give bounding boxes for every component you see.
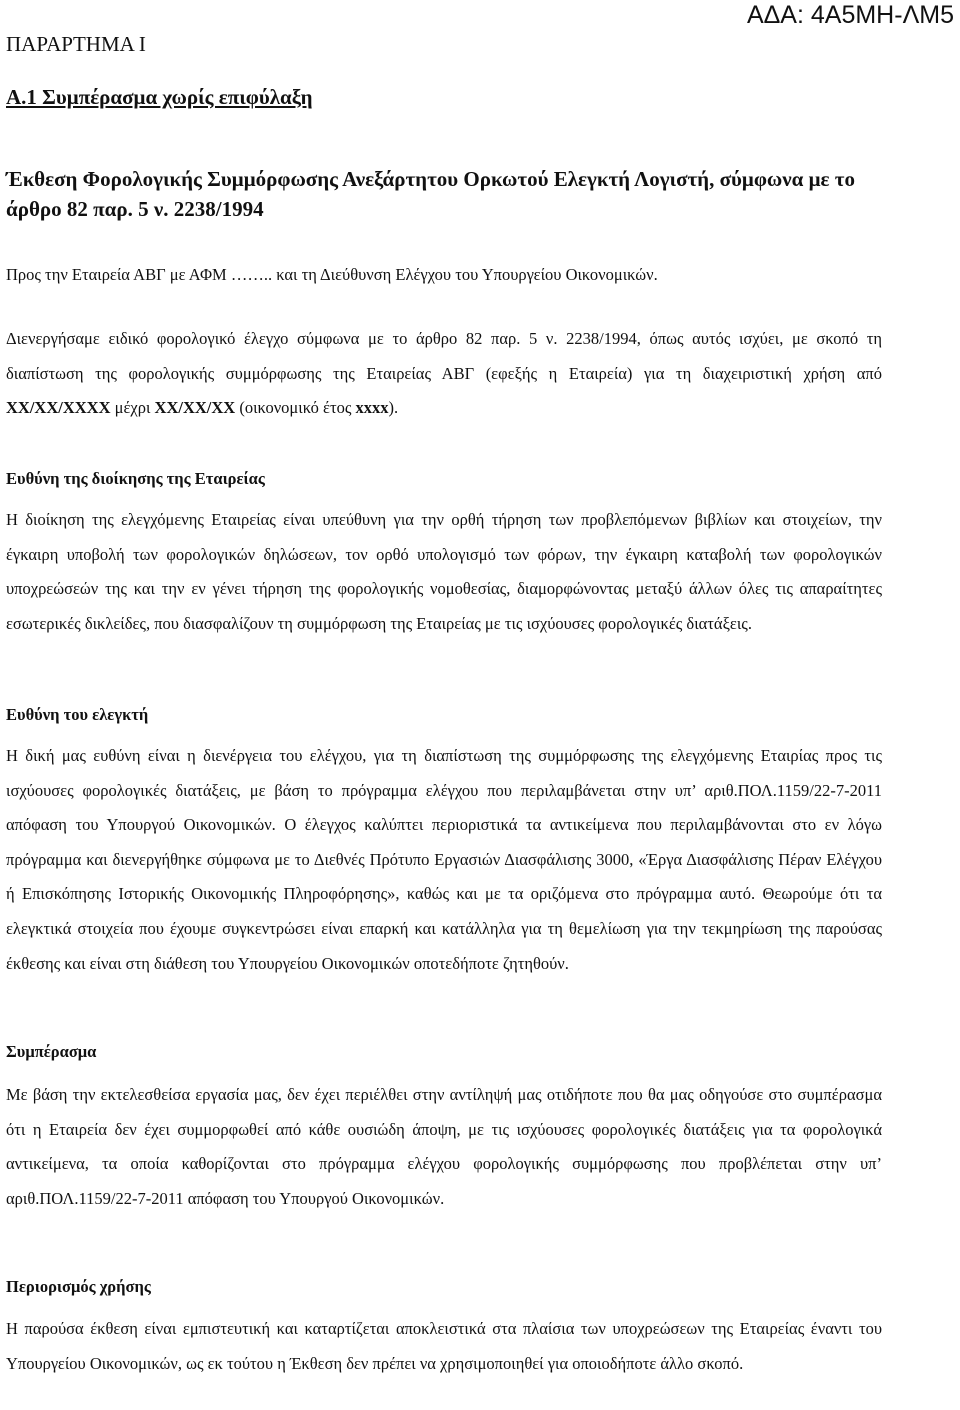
ada-code: ΑΔΑ: 4Α5ΜΗ-ΛΜ5 <box>746 1 954 29</box>
section-subtitle: Α.1 Συμπέρασμα χωρίς επιφύλαξη <box>6 85 313 109</box>
auditor-heading: Ευθύνη του ελεγκτή <box>6 705 149 724</box>
annex-title: ΠΑΡΑΡΤΗΜΑ Ι <box>6 32 146 56</box>
auditor-paragraph: Η δική μας ευθύνη είναι η διενέργεια του ελέγχου, για τη διαπίστωση της συμμόρφωσης της ελεγχόμενης Εταιρίας προς τις ισχύουσες φορολογικές διατάξεις, με βάση το πρόγραμμα ελέγχου που περιλαμβάνεται στην υπ’ αριθ.ΠΟΛ.1159/22-7-2011 απόφαση του Υπουργού Οικονομικών. Ο έλεγχος καλύπτει περιοριστικά τα αντικείμενα που περιλαμβάνονται στο εν λόγω πρόγραμμα και διενεργήθηκε σύμφωνα με το Διεθνές Πρότυπο Εργασιών Διασφάλισης 3000, «Έργα Διασφάλισης Πέραν Ελέγχου ή Επισκόπησης Ιστορικής Οικονομικής Πληροφόρησης», καθώς και με τα οριζόμενα στο πρόγραμμα αυτό. Θεωρούμε ότι τα ελεγκτικά στοιχεία που έχουμε συγκεντρώσει είναι επαρκή και κατάλληλα για τη θεμελίωση για την τεκμηρίωση της παρούσας έκθεσης και είναι στη διάθεση του Υπουργείου Οικονομικών οποτεδήποτε ζητηθούν. <box>6 746 882 973</box>
intro-text-2: μέχρι <box>110 398 155 418</box>
management-heading: Ευθύνη της διοίκησης της Εταιρείας <box>6 469 265 488</box>
intro-text-4: ). <box>388 398 399 418</box>
addressee-line: Προς την Εταιρεία ΑΒΓ με ΑΦΜ …….. και τη Διεύθυνση Ελέγχου του Υπουργείου Οικονομικών. <box>6 265 658 284</box>
report-title: Έκθεση Φορολογικής Συμμόρφωσης Ανεξάρτητου Ορκωτού Ελεγκτή Λογιστή, σύμφωνα με το άρθρο 82 παρ. 5 ν. 2238/1994 <box>6 167 855 221</box>
intro-paragraph <box>6 322 882 426</box>
intro-date-to: XX/XX/XX <box>154 398 236 418</box>
conclusion-heading: Συμπέρασμα <box>6 1042 97 1061</box>
intro-text-1: Διενεργήσαμε ειδικό φορολογικό έλεγχο σύμφωνα με το άρθρο 82 παρ. 5 ν. 2238/1994, όπως αυτός ισχύει, με σκοπό τη διαπίστωση της φορολογικής συμμόρφωσης της Εταιρείας ΑΒΓ (εφεξής η Εταιρεία) για τη διαχειριστική χρήση από <box>6 329 882 383</box>
restriction-paragraph: Η παρούσα έκθεση είναι εμπιστευτική και καταρτίζεται αποκλειστικά στα πλαίσια των υποχρεώσεων της Εταιρείας έναντι του Υπουργείου Οικονομικών, ως εκ τούτου η Έκθεση δεν πρέπει να χρησιμοποιηθεί για οποιοδήποτε άλλο σκοπό. <box>6 1319 882 1373</box>
management-paragraph: Η διοίκηση της ελεγχόμενης Εταιρείας είναι υπεύθυνη για την ορθή τήρηση των προβλεπόμενων βιβλίων και στοιχείων, την έγκαιρη υποβολή των φορολογικών δηλώσεων, τον ορθό υπολογισμό των φόρων, την έγκαιρη καταβολή των φορολογικών υποχρεώσεών της και την εν γένει τήρηση της φορολογικής νομοθεσίας, διαμορφώνοντας μεταξύ άλλων όλες τις απαραίτητες εσωτερικές δικλείδες, που διασφαλίζουν τη συμμόρφωση της Εταιρείας με τις ισχύουσες φορολογικές διατάξεις. <box>6 510 882 633</box>
intro-year: xxxx <box>355 398 389 418</box>
restriction-heading: Περιορισμός χρήσης <box>6 1277 151 1296</box>
intro-text-3: (οικονομικό έτος <box>235 398 356 418</box>
conclusion-paragraph: Με βάση την εκτελεσθείσα εργασία μας, δεν έχει περιέλθει στην αντίληψή μας οτιδήποτε που θα μας οδηγούσε στο συμπέρασμα ότι η Εταιρεία δεν έχει συμμορφωθεί από κάθε ουσιώδη άποψη, με τις ισχύουσες φορολογικές διατάξεις για τα φορολογικά αντικείμενα, τα οποία καθορίζονται στο πρόγραμμα ελέγχου φορολογικής συμμόρφωσης που προβλέπεται στην υπ’ αριθ.ΠΟΛ.1159/22-7-2011 απόφαση του Υπουργού Οικονομικών. <box>6 1085 882 1208</box>
intro-date-from: XX/XX/XXXX <box>6 398 111 418</box>
